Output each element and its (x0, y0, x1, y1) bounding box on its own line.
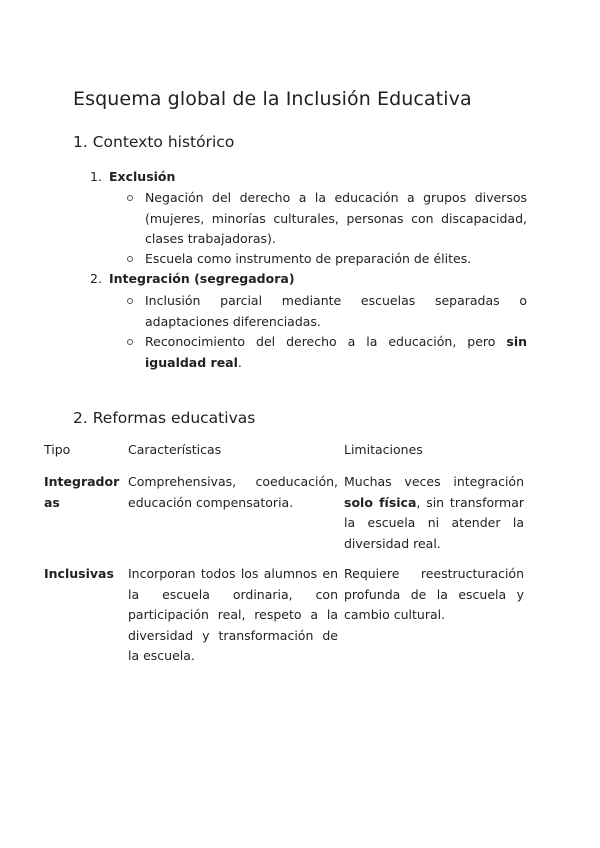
cell-limitaciones (344, 472, 528, 564)
list-item-label: Exclusión (109, 169, 176, 184)
column-header-caracteristicas: Características (128, 442, 222, 457)
page-title: Esquema global de la Inclusión Educativa (73, 88, 472, 110)
bullet-text: Negación del derecho a la educación a grupos diversos (mujeres, minorías culturales, personas con discapacidad, clases trabajadoras). (145, 190, 527, 246)
table-row (44, 564, 528, 677)
hollow-bullet-icon (127, 298, 133, 304)
table-row (44, 472, 528, 564)
bullet-text-part: . (237, 354, 242, 370)
list-item-exclusion (90, 169, 530, 184)
bullet-text-bold: sin igualdad real (145, 334, 527, 370)
cell-text-part: Muchas veces integración (344, 474, 524, 489)
cell-caracteristicas: Comprehensivas, coeducación, educación compensatoria. (128, 474, 338, 510)
cell-tipo: Inclusivas (44, 566, 114, 581)
section-heading-reformas: 2. Reformas educativas (73, 409, 256, 427)
cell-tipo: Integradoras (44, 474, 120, 510)
column-header-limitaciones: Limitaciones (344, 442, 423, 457)
hollow-bullet-icon (127, 195, 133, 201)
bullet-item (127, 249, 527, 270)
hollow-bullet-icon (127, 339, 133, 345)
cell-text-bold: solo física (344, 494, 417, 510)
bullet-item (127, 188, 527, 250)
reformas-table (44, 440, 528, 677)
section-heading-contexto: 1. Contexto histórico (73, 133, 235, 151)
cell-text-part: , sin transformar la escuela ni atender la diversidad real. (344, 494, 525, 551)
list-number: 2. (90, 271, 102, 286)
cell-limitaciones (344, 564, 528, 677)
bullet-item (127, 291, 527, 332)
list-item-integracion (90, 271, 530, 286)
bullet-text-part: Reconocimiento del derecho a la educación, pero (145, 334, 507, 349)
bullet-text: Inclusión parcial mediante escuelas separadas o adaptaciones diferenciadas. (145, 293, 527, 329)
table-header-row (44, 440, 528, 472)
cell-caracteristicas: Incorporan todos los alumnos en la escuela ordinaria, con participación real, respeto a la diversidad y transformación de la escuela. (128, 566, 338, 663)
bullet-text (145, 332, 527, 373)
bullet-item (127, 332, 527, 373)
list-number: 1. (90, 169, 102, 184)
column-header-tipo: Tipo (44, 442, 71, 457)
cell-text-part: Requiere reestructuración profunda de la escuela y cambio cultural. (344, 566, 524, 622)
bullet-text: Escuela como instrumento de preparación de élites. (145, 251, 472, 266)
list-item-label: Integración (segregadora) (109, 271, 295, 286)
hollow-bullet-icon (127, 256, 133, 262)
